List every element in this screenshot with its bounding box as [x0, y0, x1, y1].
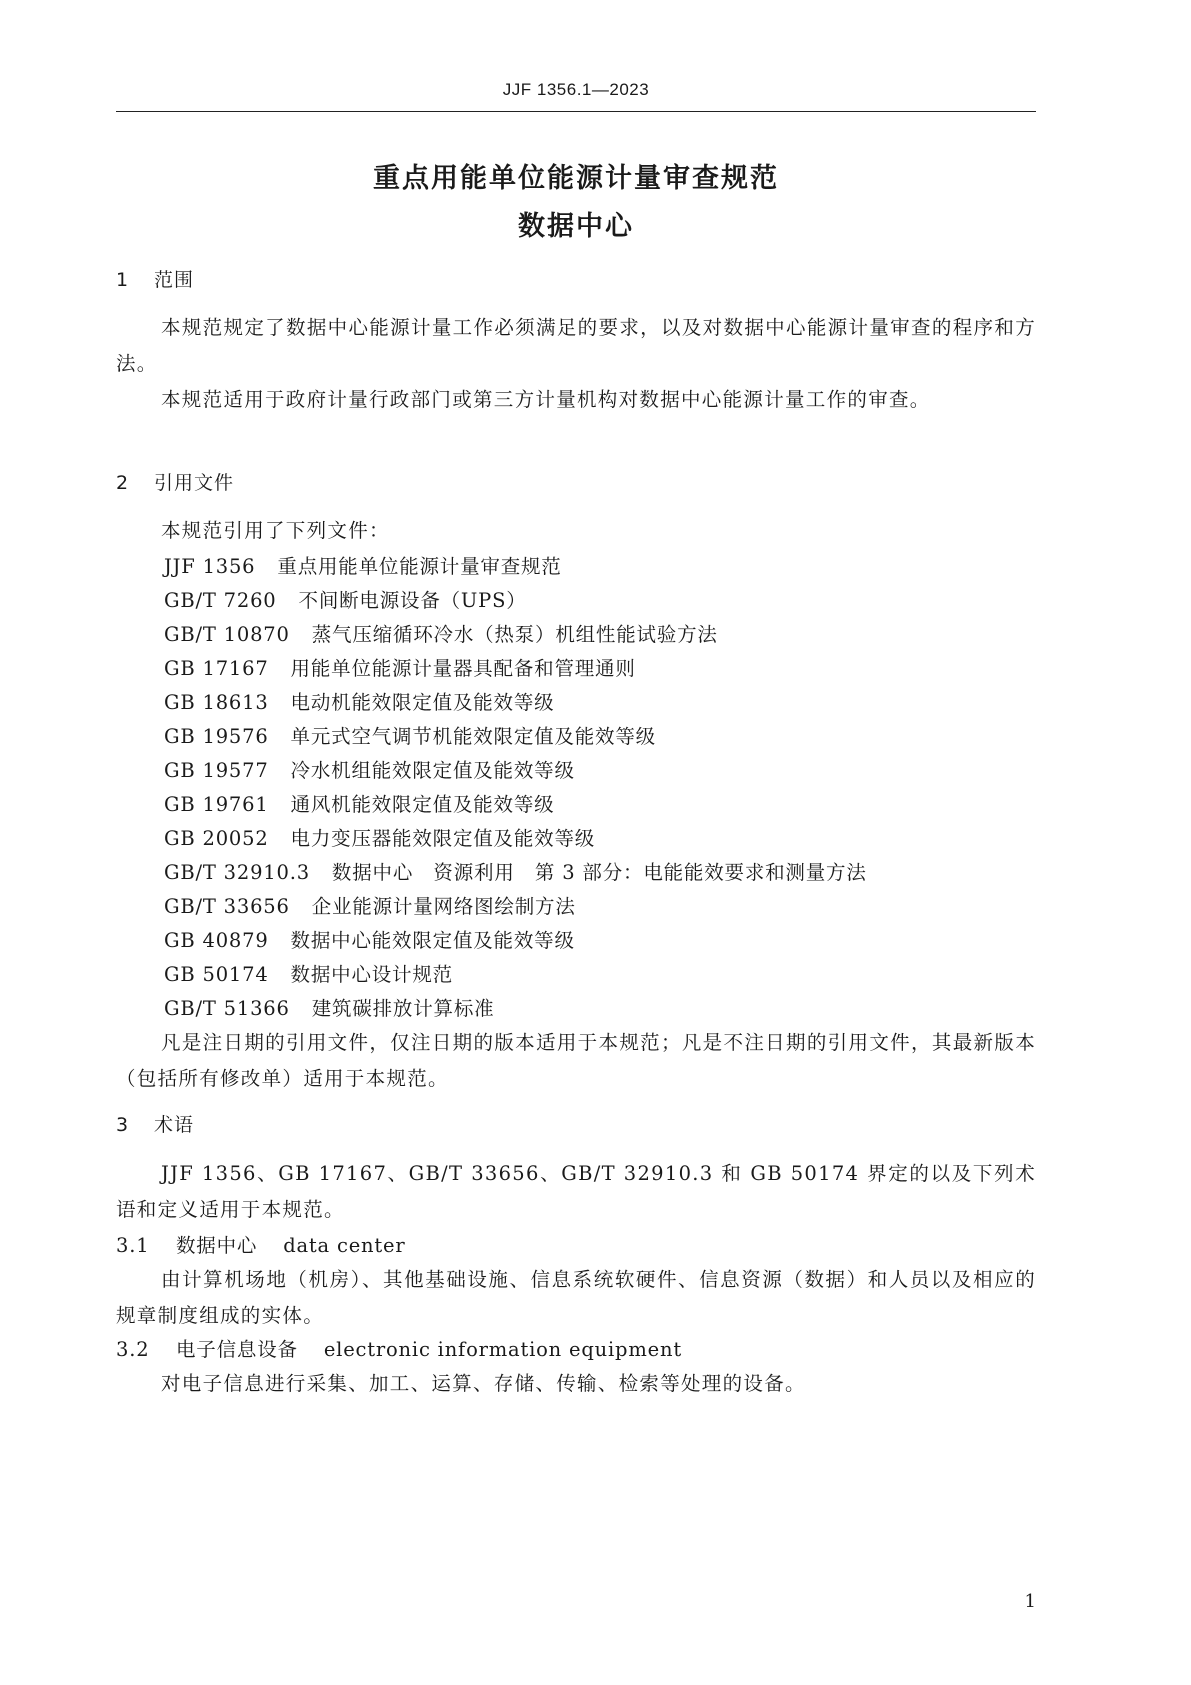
reference-title: 重点用能单位能源计量审查规范 [277, 555, 562, 578]
terms-intro: JJF 1356、GB 17167、GB/T 33656、GB/T 32910.3 和 GB 50174 界定的以及下列术语和定义适用于本规范。 [116, 1162, 1036, 1221]
term-number: 3.2 [116, 1338, 150, 1361]
reference-title: 不间断电源设备（UPS） [298, 589, 527, 612]
reference-item [164, 617, 718, 653]
reference-item [164, 923, 575, 959]
reference-item [164, 889, 576, 925]
reference-title: 数据中心设计规范 [290, 963, 453, 986]
reference-item [164, 855, 867, 891]
term-definition: 对电子信息进行采集、加工、运算、存储、传输、检索等处理的设备。 [161, 1372, 806, 1395]
section-title: 术语 [154, 1114, 195, 1136]
reference-title: 电动机能效限定值及能效等级 [290, 691, 555, 714]
reference-item [164, 651, 636, 687]
reference-code: GB 17167 [164, 657, 269, 680]
section-number: 2 [116, 472, 130, 494]
term-heading [116, 1332, 682, 1368]
reference-code: GB 20052 [164, 827, 269, 850]
reference-code: GB/T 7260 [164, 589, 277, 612]
reference-code: JJF 1356 [164, 555, 256, 578]
document-title: 重点用能单位能源计量审查规范 [373, 163, 779, 194]
term-zh: 数据中心 [176, 1234, 258, 1257]
reference-title: 用能单位能源计量器具配备和管理通则 [290, 657, 636, 680]
reference-title: 建筑碳排放计算标准 [311, 997, 495, 1020]
reference-title: 企业能源计量网络图绘制方法 [311, 895, 576, 918]
section-title: 引用文件 [154, 472, 235, 494]
reference-code: GB 19761 [164, 793, 269, 816]
reference-item [164, 991, 494, 1027]
term-en: electronic information equipment [323, 1338, 682, 1361]
reference-item [164, 549, 562, 585]
reference-title: 数据中心 资源利用 第 3 部分：电能能效要求和测量方法 [331, 861, 867, 884]
reference-code: GB/T 32910.3 [164, 861, 310, 884]
reference-title: 电力变压器能效限定值及能效等级 [290, 827, 596, 850]
reference-item [164, 753, 575, 789]
header-rule [116, 111, 1036, 112]
section-number: 3 [116, 1114, 130, 1136]
scope-paragraph-2: 本规范适用于政府计量行政部门或第三方计量机构对数据中心能源计量工作的审查。 [161, 388, 931, 411]
reference-title: 冷水机组能效限定值及能效等级 [290, 759, 575, 782]
reference-item [164, 787, 554, 823]
reference-code: GB 18613 [164, 691, 269, 714]
reference-code: GB/T 33656 [164, 895, 290, 918]
reference-item [164, 821, 595, 857]
section-heading-terms [116, 1107, 194, 1143]
reference-code: GB 40879 [164, 929, 269, 952]
running-header: JJF 1356.1—2023 [502, 80, 650, 99]
section-title: 范围 [154, 269, 195, 291]
reference-code: GB/T 10870 [164, 623, 290, 646]
document-page [116, 0, 1036, 1685]
section-heading-scope [116, 262, 194, 298]
term-zh: 电子信息设备 [176, 1338, 298, 1361]
term-number: 3.1 [116, 1234, 150, 1257]
reference-item [164, 957, 453, 993]
reference-code: GB/T 51366 [164, 997, 290, 1020]
reference-title: 单元式空气调节机能效限定值及能效等级 [290, 725, 656, 748]
reference-code: GB 50174 [164, 963, 269, 986]
term-en: data center [283, 1234, 406, 1257]
references-intro: 本规范引用了下列文件： [161, 519, 390, 542]
reference-item [164, 583, 527, 619]
reference-title: 通风机能效限定值及能效等级 [290, 793, 555, 816]
reference-item [164, 685, 554, 721]
section-number: 1 [116, 269, 130, 291]
document-subtitle: 数据中心 [518, 211, 634, 242]
reference-title: 数据中心能效限定值及能效等级 [290, 929, 575, 952]
section-heading-references [116, 465, 234, 501]
term-definition: 由计算机场地（机房）、其他基础设施、信息系统软硬件、信息资源（数据）和人员以及相应的规章制度组成的实体。 [116, 1268, 1036, 1327]
references-closing: 凡是注日期的引用文件，仅注日期的版本适用于本规范；凡是不注日期的引用文件，其最新版本（包括所有修改单）适用于本规范。 [116, 1031, 1036, 1090]
reference-item [164, 719, 656, 755]
term-heading [116, 1228, 406, 1264]
scope-paragraph-1: 本规范规定了数据中心能源计量工作必须满足的要求，以及对数据中心能源计量审查的程序和方法。 [116, 316, 1036, 375]
reference-code: GB 19576 [164, 725, 269, 748]
reference-title: 蒸气压缩循环冷水（热泵）机组性能试验方法 [311, 623, 718, 646]
reference-code: GB 19577 [164, 759, 269, 782]
page-number: 1 [1024, 1591, 1036, 1612]
